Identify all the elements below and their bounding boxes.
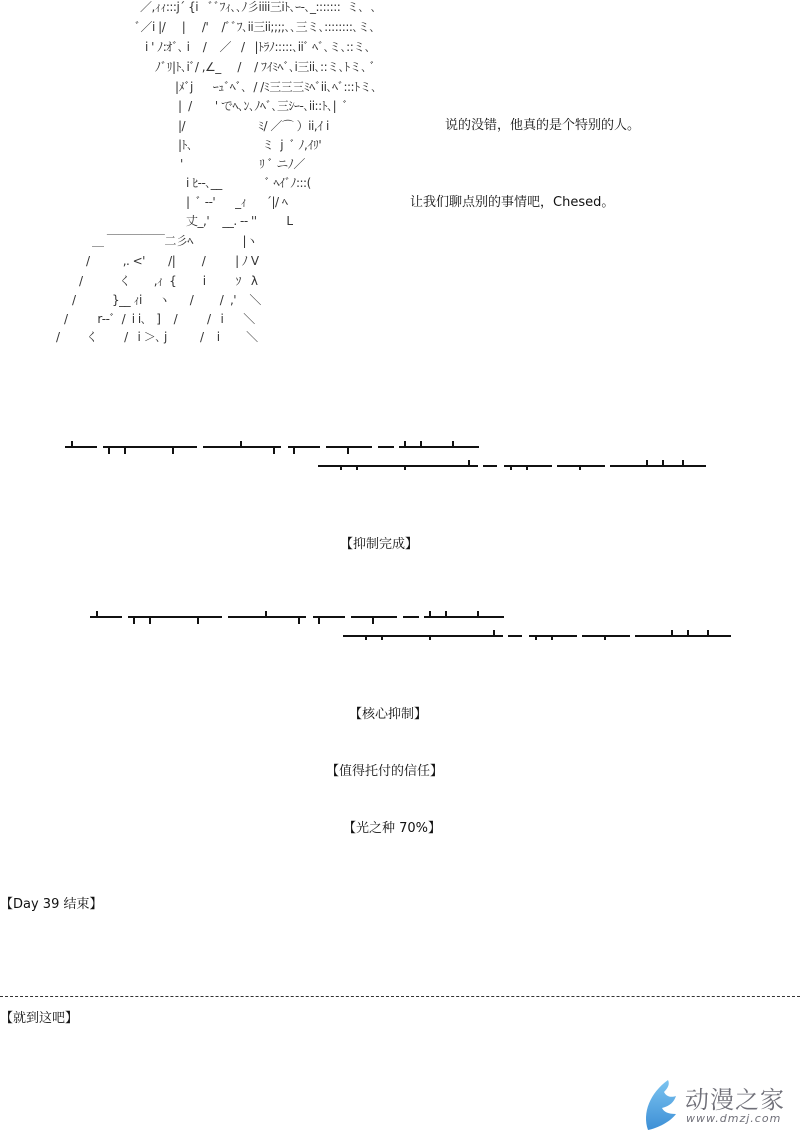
dialogue-line: 让我们聊点别的事情吧，Chesed。 (410, 195, 615, 210)
dialogue-line: 说的没错，他真的是个特别的人。 (445, 118, 641, 133)
closing-label: 【就到这吧】 (0, 1011, 79, 1026)
ascii-art-line: | ﾞ ‐‐' _ｨ ´|/ ﾍ (186, 195, 288, 209)
separator-bars (0, 430, 800, 470)
ascii-art-line: ﾉﾞﾘ|ﾄ､iﾞ/ ,∠_ / / ﾌｲﾐﾍﾞ､i三ii､::ミ､ﾄミ､ ﾞ (155, 60, 376, 74)
ascii-art-line: i ﾋ‐-､__ ﾞ ﾍｲﾞﾉ:::( (186, 176, 311, 190)
ascii-art-line: ﾞ／i |/ | /' /ﾞﾞﾌ､ii三ii;;;;､､三ミ､::::::::､ミ､ (135, 20, 375, 34)
ascii-art-line: / r‐‐ﾞ / i i､ ] / / i ＼ (64, 312, 255, 326)
status-trust: 【值得托付的信任】 (326, 764, 444, 779)
ascii-art-line: / ,. <' /| / | ﾉ V (86, 254, 259, 268)
dashed-divider (0, 996, 800, 997)
watermark-url: www.dmzj.com (686, 1112, 782, 1125)
status-core-suppress: 【核心抑制】 (349, 707, 428, 722)
separator-bars (0, 600, 800, 640)
wing-logo-icon (640, 1078, 680, 1133)
watermark-name: 动漫之家 (685, 1086, 785, 1114)
status-seed: 【光之种 70%】 (343, 821, 442, 836)
day-end-label: 【Day 39 结束】 (0, 897, 103, 912)
ascii-art-line: | / ' でﾍ､ﾝ､ﾉﾍﾞ､三ｼｰ‐､ii::ﾄ､| ﾞ (178, 99, 349, 113)
ascii-art-figure (0, 0, 800, 360)
ascii-art-line: |/ ﾐ/ ／⌒ ）ii,ｲ i (178, 119, 329, 133)
ascii-art-line: 丈_,' __. ‐‐ '' L (186, 214, 293, 228)
ascii-art-line: ／,ｨｨ:::j´ {i ﾞﾞﾌｨ､､ﾉ彡iiii三iﾄ､ｰ‐､_::::::: ミ､ ､ (140, 0, 377, 14)
dmzj-watermark (640, 1078, 790, 1133)
ascii-art-line: i ' ﾉ:ｵﾞ､ i / ／ / |ﾄﾗﾉ:::::､iiﾞ ﾍﾞ､ミ､::ミ､ (145, 40, 371, 54)
ascii-art-line: |ﾒﾞj ｰｭﾞﾍﾞ､ / /ﾐ三三三ﾐﾍﾞii､ﾍﾞ:::ﾄミ､ (175, 80, 377, 94)
ascii-art-line: ＿ ￣￣￣￣￣二彡ﾍ |ヽ (92, 234, 258, 248)
ascii-art-line: |ﾄ､ ミ j ﾞ ﾉ,ｲﾘ' (178, 138, 322, 152)
status-suppress-done: 【抑制完成】 (340, 537, 419, 552)
ascii-art-line: / く / i ＞､ j / i ＼ (56, 330, 258, 344)
ascii-art-line: ' ﾘ ﾞ ニﾉ／ (180, 157, 305, 171)
ascii-art-line: / }__ ｨi ヽ / / ,' ＼ (72, 293, 261, 307)
ascii-art-line: / く ,ｨ { i ｿ λ (79, 274, 258, 288)
